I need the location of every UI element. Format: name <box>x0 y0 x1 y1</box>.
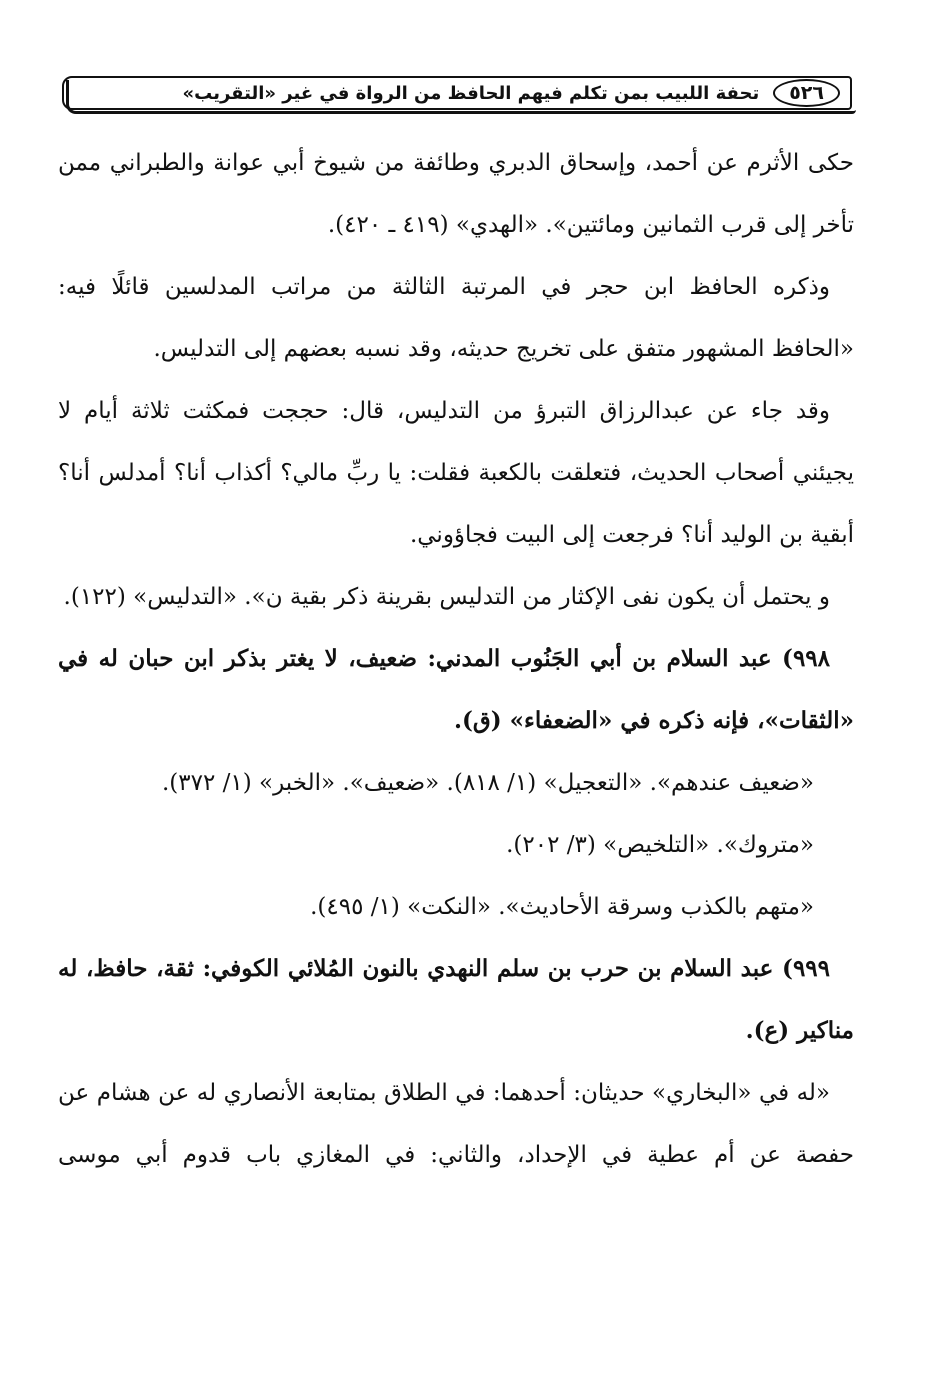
running-title: تحفة اللبيب بمن تكلم فيهم الحافظ من الرواة في غير «التقريب» <box>182 82 760 104</box>
paragraph: و يحتمل أن يكون نفى الإكثار من التدليس بقرينة ذكر بقية ن». «التدليس» (١٢٢). <box>63 584 830 610</box>
quotation-line: «متهم بالكذب وسرقة الأحاديث». «النكت» (١/ ٤٩٥). <box>310 894 814 920</box>
paragraph: وذكره الحافظ ابن حجر في المرتبة الثالثة من مراتب المدلسين قائلًا فيه: «الحافظ المشهور متفق على تخريج حديثه، وقد نسبه بعضهم إلى التدليس. <box>58 274 854 362</box>
paragraph: حكى الأثرم عن أحمد، وإسحاق الدبري وطائفة من شيوخ أبي عوانة والطبراني ممن تأخر إلى قرب الثمانين ومائتين». «الهدي» (٤١٩ ـ ٤٢٠). <box>58 150 854 238</box>
page-number: ٥٢٦ <box>773 79 840 107</box>
quotation-line: «متروك». «التلخيص» (٣/ ٢٠٢). <box>506 832 814 858</box>
main-text <box>58 132 854 1186</box>
entry-998: ٩٩٨) عبد السلام بن أبي الجَنُوب المدني: ضعيف، لا يغتر بذكر ابن حبان له في «الثقات»، فإنه ذكره في «الضعفاء» (ق). <box>58 645 854 734</box>
quotation-line: «ضعيف عندهم». «التعجيل» (١/ ٨١٨). «ضعيف». «الخبر» (١/ ٣٧٢). <box>161 770 814 796</box>
entry-999: ٩٩٩) عبد السلام بن حرب بن سلم النهدي بالنون المُلائي الكوفي: ثقة، حافظ، له مناكير (ع). <box>58 955 854 1044</box>
paragraph: وقد جاء عن عبدالرزاق التبرؤ من التدليس، قال: حججت فمكثت ثلاثة أيام لا يجيئني أصحاب الحديث، فتعلقت بالكعبة فقلت: يا ربِّ مالي؟ أكذاب أنا؟ أمدلس أنا؟ أبقية بن الوليد أنا؟ فرجعت إلى البيت فجاؤوني. <box>58 398 854 548</box>
running-header <box>62 76 852 110</box>
paragraph: «له في «البخاري» حديثان: أحدهما: في الطلاق بمتابعة الأنصاري له عن هشام عن حفصة عن أم عطية في الإحداد، والثاني: في المغازي باب قدوم أبي موسى <box>58 1080 854 1168</box>
